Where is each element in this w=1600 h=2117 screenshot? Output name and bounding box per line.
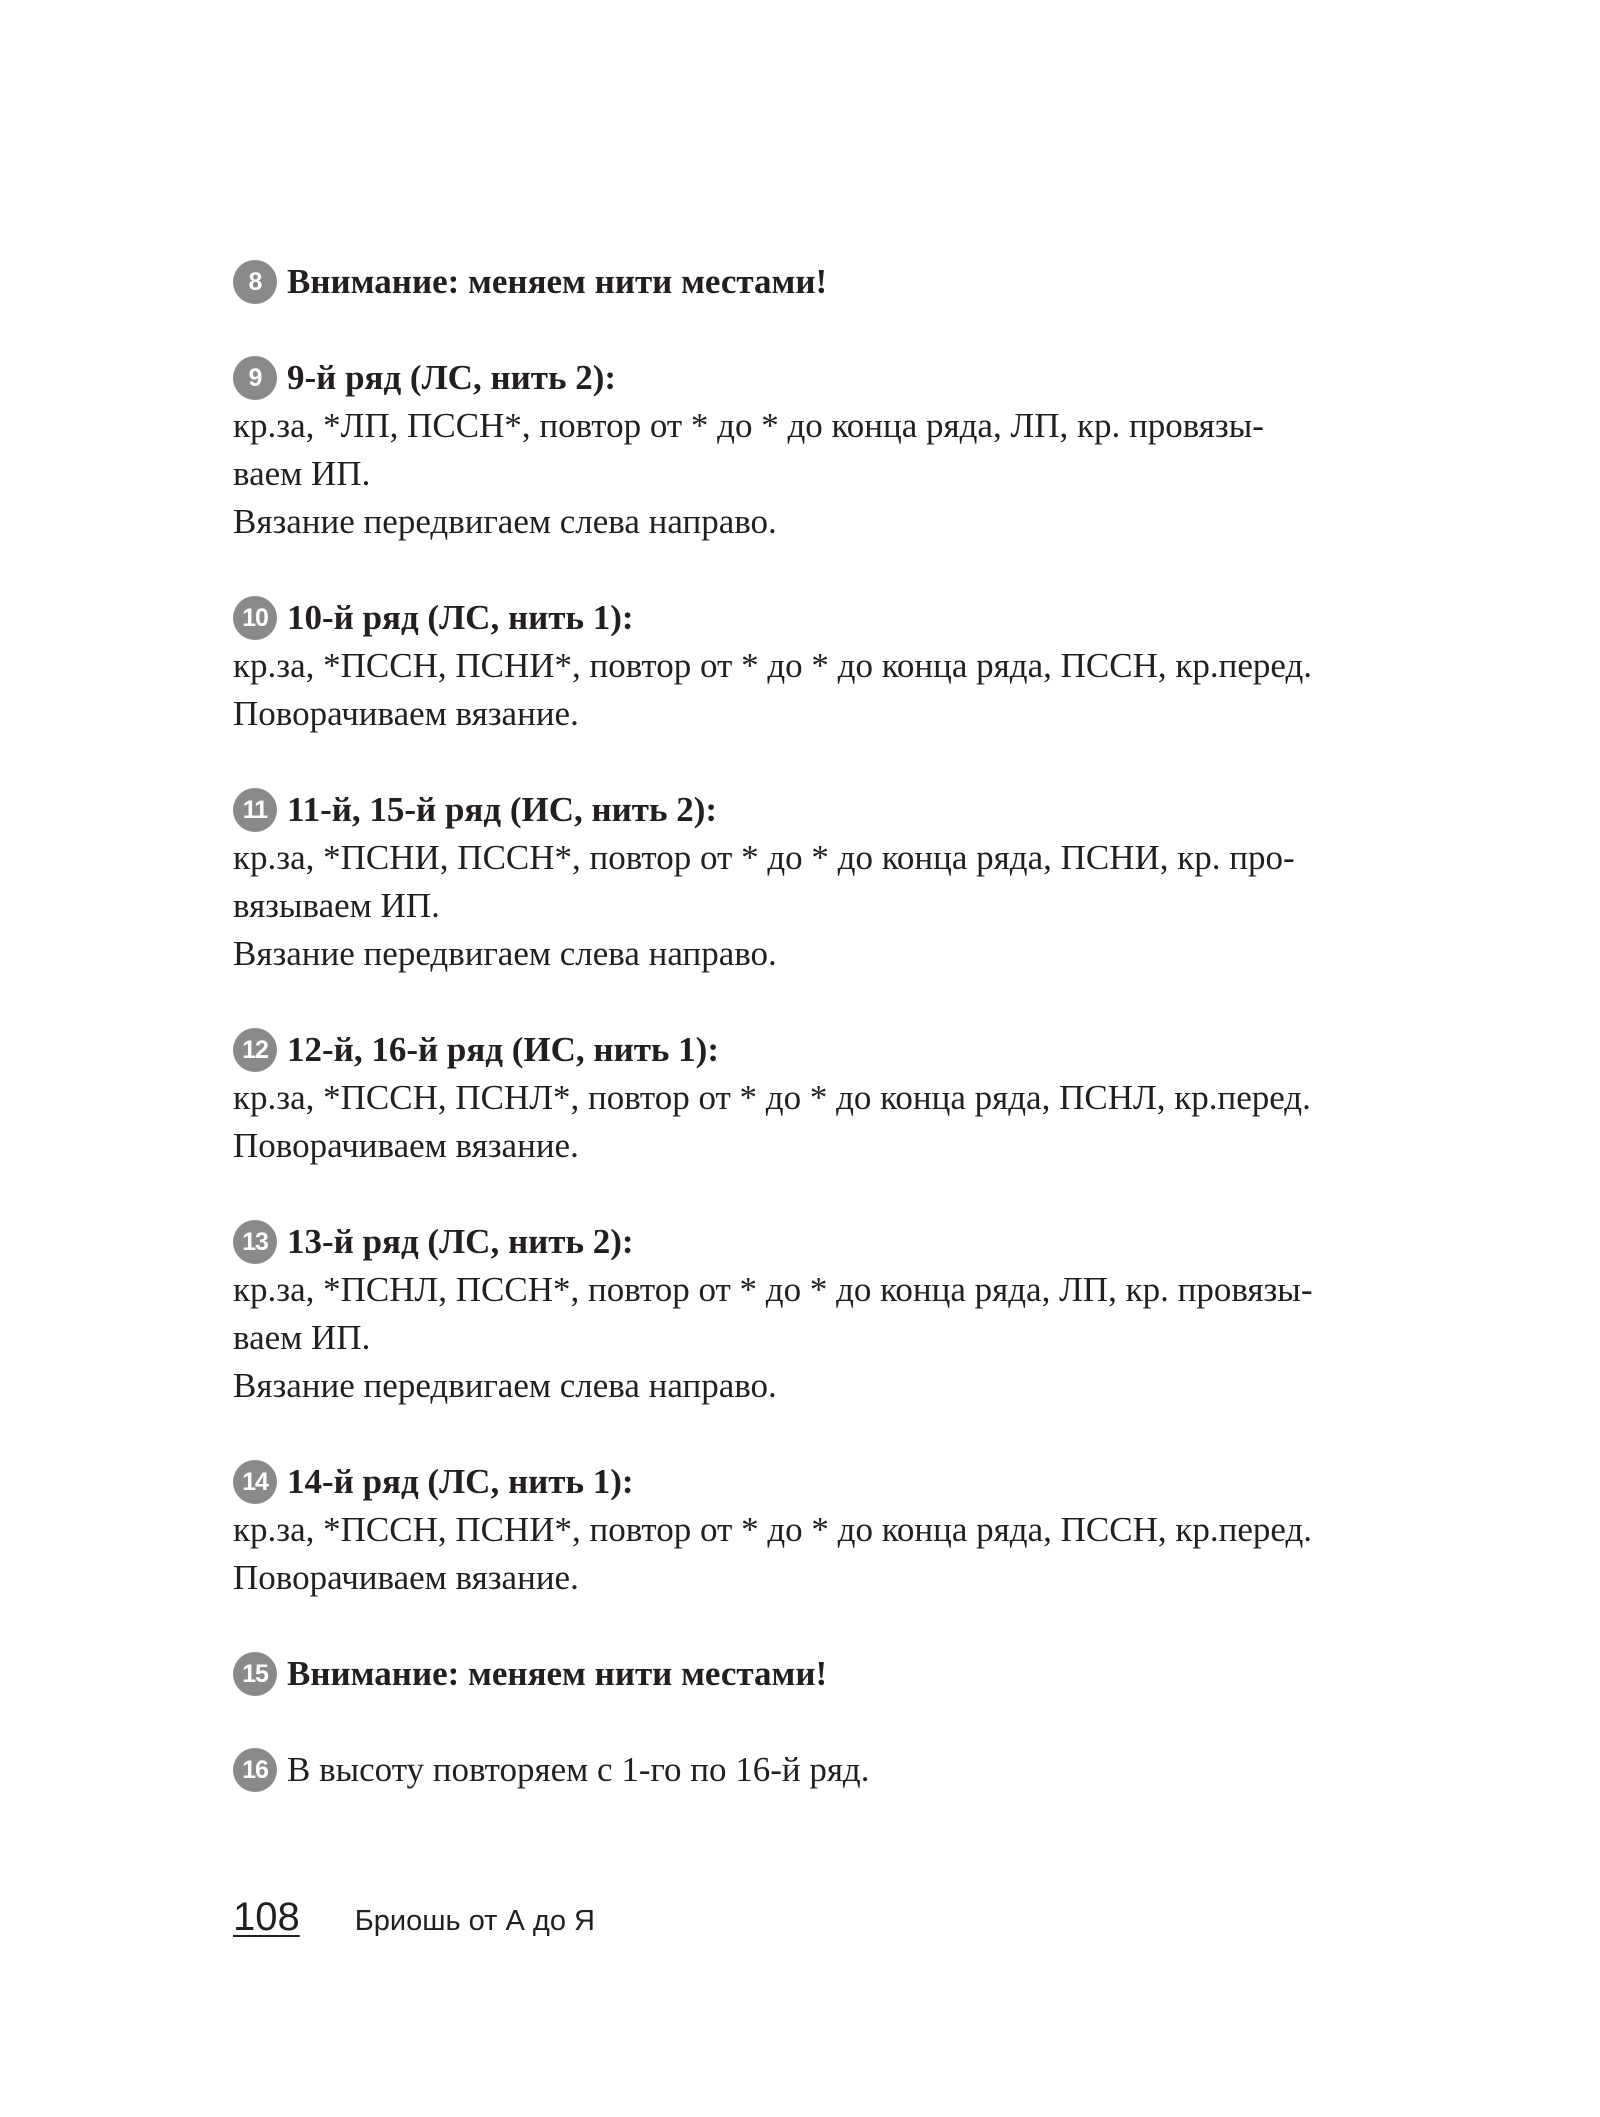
step-heading [233,1650,1413,1698]
instruction-line: Вязание передвигаем слева направо. [233,934,777,973]
step-number-badge: 13 [233,1220,277,1264]
instruction-line: ваем ИП. [233,454,371,493]
instruction-line: кр.за, *ПСНЛ, ПССН*, повтор от * до * до конца ряда, ЛП, кр. провязы- [233,1270,1313,1309]
book-title: Бриошь от А до Я [354,1905,595,1937]
step-title: 9-й ряд (ЛС, нить 2): [287,358,617,397]
step-heading [233,786,1413,834]
step-title: 12-й, 16-й ряд (ИС, нить 1): [287,1030,719,1069]
step-number-badge: 16 [233,1748,277,1792]
step-10 [233,594,1413,738]
instruction-line: ваем ИП. [233,1318,371,1357]
step-11 [233,786,1413,978]
step-13 [233,1218,1413,1410]
step-12 [233,1026,1413,1170]
step-heading [233,258,1413,306]
step-number-badge: 12 [233,1028,277,1072]
page-body [233,258,1413,1794]
step-9 [233,354,1413,546]
instruction-line: кр.за, *ЛП, ПССН*, повтор от * до * до конца ряда, ЛП, кр. провязы- [233,406,1264,445]
instruction-line: Поворачиваем вязание. [233,694,579,733]
step-14 [233,1458,1413,1602]
step-heading [233,1458,1413,1506]
step-title: 10-й ряд (ЛС, нить 1): [287,598,634,637]
instruction-line: кр.за, *ПССН, ПСНИ*, повтор от * до * до конца ряда, ПССН, кр.перед. [233,1510,1313,1549]
step-number-badge: 10 [233,596,277,640]
step-title: 11-й, 15-й ряд (ИС, нить 2): [287,790,718,829]
step-text: В высоту повторяем с 1-го по 16-й ряд. [287,1750,870,1789]
step-8 [233,258,1413,306]
step-number-badge: 8 [233,260,277,304]
step-number-badge: 14 [233,1460,277,1504]
step-heading [233,1218,1413,1266]
instruction-line: кр.за, *ПСНИ, ПССН*, повтор от * до * до конца ряда, ПСНИ, кр. про- [233,838,1295,877]
step-16 [233,1746,1413,1794]
step-number-badge: 9 [233,356,277,400]
step-title: Внимание: меняем нити местами! [287,262,828,301]
step-number-badge: 15 [233,1652,277,1696]
page-number: 108 [233,1895,300,1939]
step-heading [233,594,1413,642]
step-heading [233,354,1413,402]
instruction-line: кр.за, *ПССН, ПСНИ*, повтор от * до * до конца ряда, ПССН, кр.перед. [233,646,1313,685]
step-title: Внимание: меняем нити местами! [287,1654,828,1693]
instruction-line: вязываем ИП. [233,886,440,925]
step-heading [233,1746,1413,1794]
step-heading [233,1026,1413,1074]
step-15 [233,1650,1413,1698]
page-footer [233,1895,595,1940]
step-title: 13-й ряд (ЛС, нить 2): [287,1222,634,1261]
instruction-line: кр.за, *ПССН, ПСНЛ*, повтор от * до * до конца ряда, ПСНЛ, кр.перед. [233,1078,1311,1117]
instruction-line: Поворачиваем вязание. [233,1558,579,1597]
step-title: 14-й ряд (ЛС, нить 1): [287,1462,634,1501]
step-number-badge: 11 [233,788,277,832]
instruction-line: Вязание передвигаем слева направо. [233,502,777,541]
instruction-line: Поворачиваем вязание. [233,1126,579,1165]
instruction-line: Вязание передвигаем слева направо. [233,1366,777,1405]
